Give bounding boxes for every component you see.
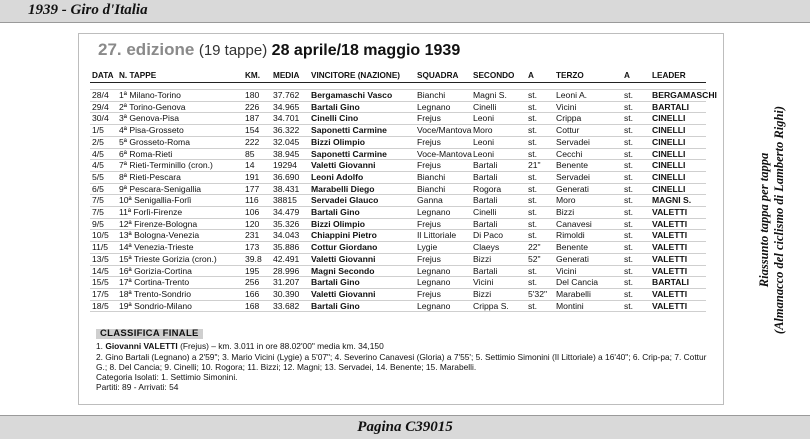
cell-team: Frejus xyxy=(415,288,471,300)
cell-second: Leoni xyxy=(471,148,526,160)
cell-winner: Bartali Gino xyxy=(309,300,415,312)
cell-date: 6/5 xyxy=(90,183,117,195)
cell-km: 231 xyxy=(243,230,271,242)
cell-winner: Marabelli Diego xyxy=(309,183,415,195)
winner-name: Giovanni VALETTI xyxy=(105,341,178,352)
winner-detail: (Frejus) – km. 3.011 in ore 88.02'00" media km. 34,150 xyxy=(177,341,384,352)
cell-team: Voce/Mantova xyxy=(417,125,472,136)
cell-winner: Valetti Giovanni xyxy=(309,160,415,172)
stages-table xyxy=(90,68,717,312)
cell-gap-third: st. xyxy=(622,277,650,289)
table-row xyxy=(90,183,706,195)
stages-table-body xyxy=(90,83,717,312)
cell-stage: 8ª Rieti-Pescara xyxy=(117,171,243,183)
cell-winner: Magni Secondo xyxy=(309,265,415,277)
cell-team: Bianchi xyxy=(415,171,471,183)
cell-gap-third: st. xyxy=(622,160,650,172)
cell-winner: Bartali Gino xyxy=(309,207,415,219)
cell-gap-third: st. xyxy=(622,171,650,183)
classifica-isolati: Categoria Isolati: 1. Settimio Simonini. xyxy=(96,372,238,383)
cell-third: Montini xyxy=(554,300,622,312)
cell-third: Rimoldi xyxy=(554,230,622,242)
cell-leader: VALETTI xyxy=(650,230,706,242)
cell-date: 9/5 xyxy=(90,218,117,230)
cell-third: Vicini xyxy=(554,101,622,113)
cell-winner: Leoni Adolfo xyxy=(309,171,415,183)
cell-third: Servadei xyxy=(554,136,622,148)
table-row xyxy=(90,288,706,300)
cell-gap-third: st. xyxy=(622,265,650,277)
cell-gap-third: st. xyxy=(622,101,650,113)
cell-date: 5/5 xyxy=(90,171,117,183)
cell-gap-third: st. xyxy=(622,218,650,230)
cell-third: Benente xyxy=(554,160,622,172)
cell-leader: VALETTI xyxy=(650,253,706,265)
cell-media: 28.996 xyxy=(271,265,309,277)
cell-km: 120 xyxy=(243,218,271,230)
cell-second: Cinelli xyxy=(471,101,526,113)
cell-gap-second: st. xyxy=(526,277,554,289)
col-header-data: DATA xyxy=(90,68,117,83)
cell-stage: 10ª Senigallia-Forlì xyxy=(117,195,243,207)
table-row xyxy=(90,253,706,265)
cell-date: 7/5 xyxy=(90,207,117,219)
cell-third: Cecchi xyxy=(554,148,622,160)
cell-winner: Saponetti Carmine xyxy=(309,125,415,137)
cell-stage: 15ª Trieste Gorizia (cron.) xyxy=(117,253,243,265)
edition-heading xyxy=(98,40,460,60)
cell-gap-second: st. xyxy=(526,195,554,207)
cell-second: Bartali xyxy=(471,171,526,183)
cell-second: Vicini xyxy=(471,277,526,289)
cell-date: 2/5 xyxy=(90,136,117,148)
cell-date: 18/5 xyxy=(90,300,117,312)
cell-third: Leoni A. xyxy=(554,90,622,102)
cell-gap-second: st. xyxy=(526,207,554,219)
cell-second: Leoni xyxy=(471,113,526,125)
table-row xyxy=(90,171,706,183)
cell-stage: 19ª Sondrio-Milano xyxy=(117,300,243,312)
cell-date: 4/5 xyxy=(90,148,117,160)
col-header-gap3: A xyxy=(622,68,650,83)
cell-winner: Saponetti Carmine xyxy=(309,148,415,160)
cell-leader: BERGAMASCHI xyxy=(652,90,717,100)
cell-stage: 9ª Pescara-Senigallia xyxy=(117,183,243,195)
cell-team: Legnano xyxy=(415,101,471,113)
cell-media: 36.690 xyxy=(271,171,309,183)
table-header-row xyxy=(90,68,706,83)
cell-stage: 2ª Torino-Genova xyxy=(117,101,243,113)
cell-team: Frejus xyxy=(415,113,471,125)
cell-km: 226 xyxy=(243,101,271,113)
cell-gap-second: st. xyxy=(526,90,554,102)
cell-team: Frejus xyxy=(415,160,471,172)
cell-gap-second: st. xyxy=(526,265,554,277)
cell-date: 30/4 xyxy=(90,113,117,125)
cell-second: Bizzi xyxy=(471,253,526,265)
cell-media: 38.431 xyxy=(271,183,309,195)
cell-second: Di Paco xyxy=(471,230,526,242)
cell-km: 14 xyxy=(243,160,271,172)
cell-km: 85 xyxy=(243,148,271,160)
col-header-media: MEDIA xyxy=(271,68,309,83)
cell-gap-third: st. xyxy=(622,230,650,242)
cell-date: 10/5 xyxy=(90,230,117,242)
cell-km: 173 xyxy=(243,242,271,254)
cell-third: Generati xyxy=(554,253,622,265)
cell-media: 38.945 xyxy=(271,148,309,160)
col-header-squadra: SQUADRA xyxy=(415,68,471,83)
cell-winner: Valetti Giovanni xyxy=(309,253,415,265)
cell-gap-second: st. xyxy=(526,183,554,195)
page-title: 1939 - Giro d'Italia xyxy=(28,2,148,18)
table-row xyxy=(90,101,706,113)
cell-winner: Bergamaschi Vasco xyxy=(309,90,415,102)
classifica-ranking: 2. Gino Bartali (Legnano) a 2'59"; 3. Mario Vicini (Lygie) a 5'07"; 4. Severino Canavesi (Gloria) a 7'55'; 5. Settimio Simonini (Il Littoriale) a 16'40"; 6. Crip-pa; 7. Cottur G.; 8. Del Cancia; 9. Cinelli; 10. Rogora; 11. Bizzi; 12. Magni; 13. Servadei, 14. Benente; 15. Marabelli. xyxy=(96,351,707,372)
cell-gap-second: 22" xyxy=(526,242,554,254)
cell-leader: BARTALI xyxy=(650,277,706,289)
cell-km: 222 xyxy=(243,136,271,148)
cell-team: Legnano xyxy=(415,277,471,289)
cell-second: Rogora xyxy=(471,183,526,195)
cell-third: Canavesi xyxy=(554,218,622,230)
cell-media: 42.491 xyxy=(271,253,309,265)
cell-third: Benente xyxy=(554,242,622,254)
cell-leader: CINELLI xyxy=(650,183,706,195)
cell-gap-third: st. xyxy=(622,90,650,102)
cell-gap-third: st. xyxy=(622,207,650,219)
edition-number: 27. edizione xyxy=(98,40,195,59)
cell-stage: 1ª Milano-Torino xyxy=(117,90,243,102)
cell-stage: 7ª Rieti-Terminillo (cron.) xyxy=(117,160,243,172)
side-caption-line2: (Almanacco del ciclismo di Lamberto Righi) xyxy=(772,105,786,335)
cell-gap-second: 5'32" xyxy=(526,288,554,300)
cell-third: Cottur xyxy=(554,125,622,137)
cell-gap-second: 21" xyxy=(526,160,554,172)
cell-stage: 14ª Venezia-Trieste xyxy=(117,242,243,254)
cell-media: 34.701 xyxy=(271,113,309,125)
cell-media: 35.326 xyxy=(271,218,309,230)
cell-second: Bizzi xyxy=(471,288,526,300)
cell-leader: VALETTI xyxy=(650,242,706,254)
cell-team: Legnano xyxy=(415,300,471,312)
table-row xyxy=(90,160,706,172)
cell-winner: Servadei Glauco xyxy=(309,195,415,207)
cell-gap-third: st. xyxy=(622,183,650,195)
cell-team: Voce-Mantova xyxy=(417,148,472,159)
cell-stage: 5ª Grosseto-Roma xyxy=(117,136,243,148)
cell-gap-third: st. xyxy=(622,136,650,148)
col-header-terzo: TERZO xyxy=(554,68,622,83)
cell-stage: 13ª Bologna-Venezia xyxy=(117,230,243,242)
cell-third: Bizzi xyxy=(554,207,622,219)
cell-media: 36.322 xyxy=(271,125,309,137)
cell-second: Leoni xyxy=(471,136,526,148)
cell-gap-second: st. xyxy=(526,171,554,183)
cell-km: 39.8 xyxy=(243,253,271,265)
edition-dates: 28 aprile/18 maggio 1939 xyxy=(271,42,461,59)
cell-team: Bianchi xyxy=(415,90,471,102)
cell-leader: VALETTI xyxy=(650,207,706,219)
cell-gap-second: st. xyxy=(526,218,554,230)
table-row xyxy=(90,90,706,102)
cell-stage: 6ª Roma-Rieti xyxy=(117,148,243,160)
cell-team: Frejus xyxy=(415,218,471,230)
cell-gap-second: st. xyxy=(526,230,554,242)
cell-gap-second: st. xyxy=(526,300,554,312)
table-row xyxy=(90,277,706,289)
cell-media: 35.886 xyxy=(271,242,309,254)
cell-media: 34.479 xyxy=(271,207,309,219)
cell-third: Vicini xyxy=(554,265,622,277)
cell-gap-third: st. xyxy=(622,300,650,312)
side-caption xyxy=(757,70,797,370)
col-header-vincitore: VINCITORE (NAZIONE) xyxy=(309,68,415,83)
cell-leader: MAGNI S. xyxy=(650,195,706,207)
cell-leader: CINELLI xyxy=(650,113,706,125)
cell-km: 177 xyxy=(243,183,271,195)
cell-second: Claeys xyxy=(471,242,526,254)
cell-gap-second: st. xyxy=(526,136,554,148)
cell-media: 30.390 xyxy=(271,288,309,300)
cell-winner: Bizzi Olimpio xyxy=(309,136,415,148)
table-row xyxy=(90,195,706,207)
winner-rank: 1. xyxy=(96,341,106,352)
cell-third: Generati xyxy=(554,183,622,195)
cell-third: Moro xyxy=(554,195,622,207)
cell-gap-second: st. xyxy=(526,113,554,125)
cell-gap-third: st. xyxy=(622,195,650,207)
cell-km: 187 xyxy=(243,113,271,125)
col-header-leader: LEADER xyxy=(650,68,706,83)
final-classification xyxy=(96,328,716,393)
cell-team: Bianchi xyxy=(415,183,471,195)
cell-winner: Bartali Gino xyxy=(309,277,415,289)
cell-km: 154 xyxy=(243,125,271,137)
table-row xyxy=(90,300,706,312)
cell-third: Marabelli xyxy=(554,288,622,300)
cell-gap-second: 52" xyxy=(526,253,554,265)
cell-date: 13/5 xyxy=(90,253,117,265)
cell-third: Servadei xyxy=(554,171,622,183)
cell-date: 17/5 xyxy=(90,288,117,300)
cell-media: 32.045 xyxy=(271,136,309,148)
cell-date: 11/5 xyxy=(90,242,117,254)
cell-stage: 12ª Firenze-Bologna xyxy=(117,218,243,230)
side-caption-line1: Riassunto tappa per tappa xyxy=(757,152,771,288)
cell-gap-second: st. xyxy=(526,125,554,137)
cell-team: Lygie xyxy=(415,242,471,254)
cell-leader: CINELLI xyxy=(650,171,706,183)
spacer-row xyxy=(90,83,706,90)
cell-km: 195 xyxy=(243,265,271,277)
bottom-footer-bar xyxy=(0,415,810,439)
cell-gap-second: st. xyxy=(526,148,554,160)
cell-media: 34.043 xyxy=(271,230,309,242)
cell-gap-third: st. xyxy=(622,242,650,254)
page-number: Pagina C39015 xyxy=(357,419,453,435)
cell-stage: 17ª Cortina-Trento xyxy=(117,277,243,289)
cell-media: 19294 xyxy=(271,160,309,172)
cell-km: 116 xyxy=(243,195,271,207)
cell-second: Crippa S. xyxy=(471,300,526,312)
cell-stage: 16ª Gorizia-Cortina xyxy=(117,265,243,277)
cell-stage: 18ª Trento-Sondrio xyxy=(117,288,243,300)
cell-winner: Valetti Giovanni xyxy=(309,288,415,300)
cell-media: 37.762 xyxy=(271,90,309,102)
cell-date: 7/5 xyxy=(90,195,117,207)
cell-date: 1/5 xyxy=(90,125,117,137)
cell-third: Crippa xyxy=(554,113,622,125)
cell-team: Ganna xyxy=(415,195,471,207)
cell-winner: Cinelli Cino xyxy=(309,113,415,125)
cell-km: 256 xyxy=(243,277,271,289)
cell-media: 33.682 xyxy=(271,300,309,312)
table-row xyxy=(90,113,706,125)
classifica-winner-line xyxy=(96,341,716,351)
cell-date: 4/5 xyxy=(90,160,117,172)
cell-km: 180 xyxy=(243,90,271,102)
cell-leader: CINELLI xyxy=(650,125,706,137)
cell-team: Frejus xyxy=(415,253,471,265)
cell-team: Legnano xyxy=(415,265,471,277)
cell-leader: BARTALI xyxy=(650,101,706,113)
cell-winner: Chiappini Pietro xyxy=(309,230,415,242)
cell-team: Il Littoriale xyxy=(415,230,471,242)
cell-gap-third: st. xyxy=(622,253,650,265)
col-header-tappe: N. TAPPE xyxy=(117,68,243,83)
table-row xyxy=(90,148,706,160)
cell-km: 166 xyxy=(243,288,271,300)
cell-stage: 11ª Forlì-Firenze xyxy=(117,207,243,219)
cell-date: 28/4 xyxy=(90,90,117,102)
table-row xyxy=(90,230,706,242)
top-title-bar xyxy=(0,0,810,23)
cell-team: Frejus xyxy=(415,136,471,148)
cell-winner: Cottur Giordano xyxy=(309,242,415,254)
cell-gap-second: st. xyxy=(526,101,554,113)
cell-date: 14/5 xyxy=(90,265,117,277)
cell-second: Moro xyxy=(471,125,526,137)
table-row xyxy=(90,218,706,230)
cell-leader: CINELLI xyxy=(650,136,706,148)
cell-media: 38815 xyxy=(271,195,309,207)
col-header-km: KM. xyxy=(243,68,271,83)
cell-km: 106 xyxy=(243,207,271,219)
cell-second: Bartali xyxy=(471,265,526,277)
cell-gap-third: st. xyxy=(622,113,650,125)
col-header-gap2: A xyxy=(526,68,554,83)
cell-media: 34.965 xyxy=(271,101,309,113)
classifica-label: CLASSIFICA FINALE xyxy=(96,329,203,339)
cell-gap-third: st. xyxy=(622,125,650,137)
table-row xyxy=(90,242,706,254)
cell-winner: Bizzi Olimpio xyxy=(309,218,415,230)
cell-leader: VALETTI xyxy=(650,288,706,300)
table-row xyxy=(90,136,706,148)
cell-km: 191 xyxy=(243,171,271,183)
cell-date: 15/5 xyxy=(90,277,117,289)
cell-leader: CINELLI xyxy=(650,148,706,160)
cell-stage: 3ª Genova-Pisa xyxy=(117,113,243,125)
table-row xyxy=(90,207,706,219)
table-row xyxy=(90,125,706,137)
cell-gap-third: st. xyxy=(622,148,650,160)
cell-gap-third: st. xyxy=(622,288,650,300)
classifica-partiti: Partiti: 89 - Arrivati: 54 xyxy=(96,382,179,393)
cell-second: Bartali xyxy=(471,195,526,207)
cell-second: Bartali xyxy=(471,218,526,230)
cell-leader: VALETTI xyxy=(650,265,706,277)
cell-third: Del Cancia xyxy=(554,277,622,289)
cell-second: Bartali xyxy=(471,160,526,172)
cell-winner: Bartali Gino xyxy=(309,101,415,113)
cell-leader: VALETTI xyxy=(650,300,706,312)
col-header-secondo: SECONDO xyxy=(471,68,526,83)
cell-km: 168 xyxy=(243,300,271,312)
cell-media: 31.207 xyxy=(271,277,309,289)
cell-leader: CINELLI xyxy=(650,160,706,172)
cell-date: 29/4 xyxy=(90,101,117,113)
cell-stage: 4ª Pisa-Grosseto xyxy=(117,125,243,137)
table-row xyxy=(90,265,706,277)
cell-team: Legnano xyxy=(415,207,471,219)
cell-second: Cinelli xyxy=(471,207,526,219)
stages-count: (19 tappe) xyxy=(198,42,268,59)
cell-second: Magni S. xyxy=(471,90,526,102)
cell-leader: VALETTI xyxy=(650,218,706,230)
